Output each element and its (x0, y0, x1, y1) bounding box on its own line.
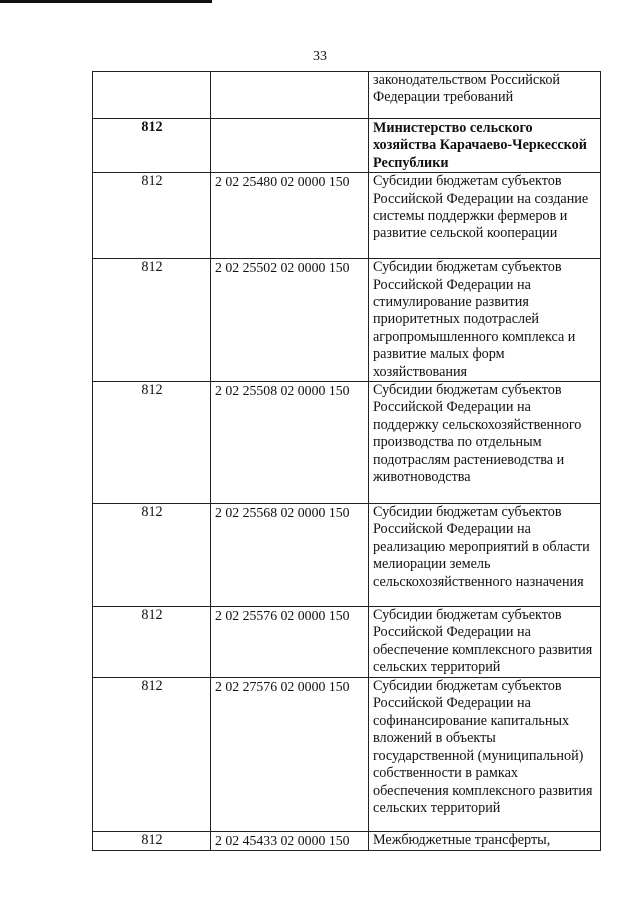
ministry-name-cell: Министерство сельского хозяйства Карачаево-Черкесской Республики (369, 119, 601, 173)
description-cell: Субсидии бюджетам субъектов Российской Федерации на софинансирование капитальных вложений в объекты государственной (муниципальной) собственности в рамках обеспечения комплексного развития сельских территорий (369, 678, 601, 832)
table-row (93, 678, 601, 832)
admin-cell: 812 (93, 832, 211, 851)
admin-cell: 812 (93, 504, 211, 607)
description-cell: Субсидии бюджетам субъектов Российской Федерации на создание системы поддержки фермеров и развитие сельской кооперации (369, 173, 601, 259)
code-cell: 2 02 25480 02 0000 150 (211, 173, 369, 259)
code-cell (211, 72, 369, 119)
table-row (93, 832, 601, 851)
description-cell: Субсидии бюджетам субъектов Российской Федерации на реализацию мероприятий в области мелиорации земель сельскохозяйственного назначения (369, 504, 601, 607)
code-cell: 2 02 25502 02 0000 150 (211, 259, 369, 382)
page-number: 33 (313, 49, 327, 64)
admin-cell: 812 (93, 173, 211, 259)
revenue-codes-table (92, 71, 601, 851)
table-row (93, 504, 601, 607)
admin-cell: 812 (93, 678, 211, 832)
admin-cell: 812 (93, 607, 211, 678)
admin-cell: 812 (93, 382, 211, 504)
code-cell: 2 02 25508 02 0000 150 (211, 382, 369, 504)
table-row (93, 607, 601, 678)
code-cell: 2 02 45433 02 0000 150 (211, 832, 369, 851)
code-cell: 2 02 27576 02 0000 150 (211, 678, 369, 832)
table-row (93, 259, 601, 382)
description-cell: Субсидии бюджетам субъектов Российской Федерации на поддержку сельскохозяйственного производства по отдельным подотраслям растениеводства и животноводства (369, 382, 601, 504)
description-cell: законодательством Российской Федерации требований (369, 72, 601, 119)
top-rule (0, 0, 212, 3)
code-cell (211, 119, 369, 173)
admin-cell: 812 (93, 259, 211, 382)
description-cell: Субсидии бюджетам субъектов Российской Федерации на стимулирование развития приоритетных подотраслей агропромышленного комплекса и развитие малых форм хозяйствования (369, 259, 601, 382)
ministry-code-cell: 812 (93, 119, 211, 173)
table-row-continuation (93, 72, 601, 119)
code-cell: 2 02 25576 02 0000 150 (211, 607, 369, 678)
description-cell: Субсидии бюджетам субъектов Российской Федерации на обеспечение комплексного развития сельских территорий (369, 607, 601, 678)
code-cell: 2 02 25568 02 0000 150 (211, 504, 369, 607)
table-row (93, 173, 601, 259)
table-row-ministry (93, 119, 601, 173)
description-cell: Межбюджетные трансферты, (369, 832, 601, 851)
table-row (93, 382, 601, 504)
admin-cell (93, 72, 211, 119)
